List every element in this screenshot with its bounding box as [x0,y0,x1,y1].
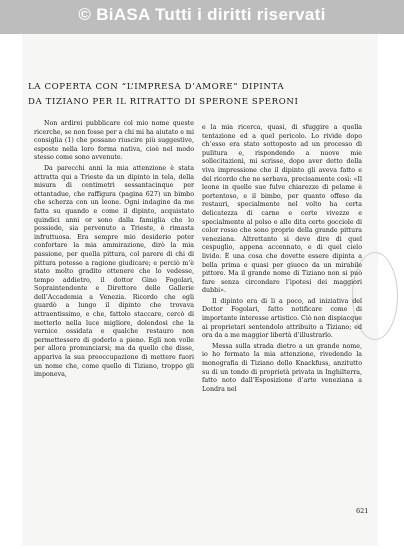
watermark-text: © BiASA Tutti i diritti riservati [78,5,326,24]
article-title [28,80,368,110]
watermark-banner [0,0,404,34]
paragraph: Da parecchi anni la mia attenzione è stata attratta qui a Trieste da un dipinto in tela, della misura di centimetri sessantacinque per ottantadue, che raffigura (pagina 627) un bimbo che scherza con un leone. Ogni indagine da me fatta su quando e come il dipinto, acquistato quindici anni or sono dalla famiglia che lo possiede, sia pervenuto a Trieste, è rimasta infruttuosa. Era sempre mio desiderio poter confortare la mia ammirazione, dirò la mia passione, per quella pittura, col parere di chi di pittura potesse a ragione giudicare; e perciò m’è stato molto gradito ottenere che lo vedesse, tempo addietro, il dottor Gino Fogolari, Sopraintendente e Direttore delle Gallerie dell’Accademia a Venezia. Ricordo che egli guardò a lungo il dipinto che trovava attraentissimo, e che, fattolo staccare, cercò di metterlo nella luce migliore, dolendosi che la vernice ossidata e qualche restauro non permettessero di goderlo a pieno. Egli non volle per allora pronunciarsi; ma da quello che disse, appariva la sua preoccupazione di mettere fuori un nome che, come quello di Tiziano, troppo gli imponeva, [34,164,194,379]
page-number: 621 [356,507,369,515]
paragraph: Il dipinto era di li a poco, ad iniziativa del Dottor Fogolari, fatto notificare come di importante interesse artistico. Ciò non dispiacque ai proprietari sentendolo attribuito a Tiziano; ed ora da a me maggior libertà d’illustrarlo. [202,297,362,340]
left-column [34,120,194,382]
paragraph: Non ardirei pubblicare col mio nome queste ricerche, se non fosse per a chi mi ha aiutato e mi consiglia (1) che possano riuscire più suggestive, esposte nella loro forma nativa, cioè nel modo stesso come sono avvenute. [34,120,194,162]
right-column [202,124,362,396]
paragraph: Messa sulla strada dietro a un grande nome, io ho fermato la mia attenzione, rivedendo la monografia di Tiziano dello Knackfuss, anzitutto su di un tondo di proprietà privata in Inghilterra, fatto noto dall’Esposizione d’arte veneziana a Londra nel [202,342,362,393]
article-title-line-2: DA TIZIANO PER IL RITRATTO DI SPERONE SPERONI [28,97,299,107]
article-title-line-1: LA COPERTA CON “L’IMPRESA D’AMORE” DIPINTA [28,82,285,92]
paragraph: e la mia ricerca, quasi, di sfuggire a quella tentazione ed a quel pericolo. Lo rivide dopo ch’esso era stato sottoposto ad un processo di pulitura e, rispondendo a nuove mie sollecitazioni, mi scrisse, dopo aver detto della viva impressione che il dipinto gli aveva fatto e del ricordo che ne serbava, precisamente così: «Il leone in quelle sue fulve chiarezze di pelame è portentoso, e il bimbo, per quanto offeso da restauri, specialmente nel volto ha certa delicatezza di carne e certe vivezze e specialmente al polso e alle dita certe gocciole di color rosso che sono proprie della grande pittura veneziana. Altrettanto si deve dire di quel cespuglio, appena accennato, e di quel cielo livido. È una cosa che dovette essere dipinta a bella prima e quasi per giuoco da un mirabile pittore. Ma il grande nome di Tiziano non si può fare senza circondare l’ipotesi dei maggiori dubbi». [202,124,362,295]
